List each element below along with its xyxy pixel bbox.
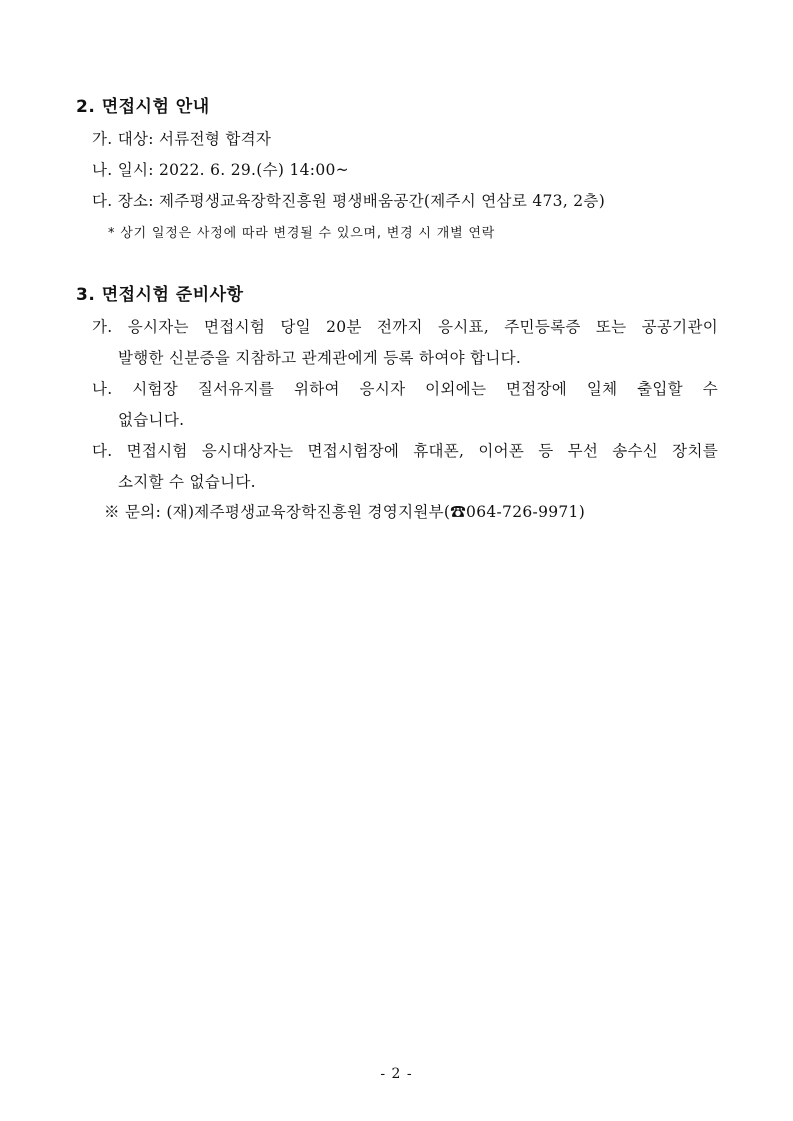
section-3-item-3-line-1: 다. 면접시험 응시대상자는 면접시험장에 휴대폰, 이어폰 등 무선 송수신 장치를	[92, 442, 718, 460]
section-2-item-location: 다. 장소: 제주평생교육장학진흥원 평생배움공간(제주시 연삼로 473, 2층)	[92, 192, 606, 210]
section-2-schedule-note: * 상기 일정은 사정에 따라 변경될 수 있으며, 변경 시 개별 연락	[108, 226, 496, 241]
section-2-item-target: 가. 대상: 서류전형 합격자	[92, 130, 272, 148]
section-3-item-2-line-2: 없습니다.	[118, 411, 185, 429]
section-3-item-3-line-2: 소지할 수 없습니다.	[118, 473, 256, 491]
section-2-item-datetime: 나. 일시: 2022. 6. 29.(수) 14:00~	[92, 161, 349, 179]
section-3-title: 3. 면접시험 준비사항	[76, 285, 244, 305]
contact-info: ※ 문의: (재)제주평생교육장학진흥원 경영지원부(☎064-726-9971)	[104, 503, 586, 521]
section-3-item-1-line-1: 가. 응시자는 면접시험 당일 20분 전까지 응시표, 주민등록증 또는 공공기관이	[92, 318, 718, 336]
section-2-title: 2. 면접시험 안내	[76, 97, 210, 117]
section-3-item-1-line-2: 발행한 신분증을 지참하고 관계관에게 등록 하여야 합니다.	[118, 349, 522, 367]
page-number: - 2 -	[380, 1066, 413, 1082]
section-3-item-2-line-1: 나. 시험장 질서유지를 위하여 응시자 이외에는 면접장에 일체 출입할 수	[92, 380, 718, 398]
